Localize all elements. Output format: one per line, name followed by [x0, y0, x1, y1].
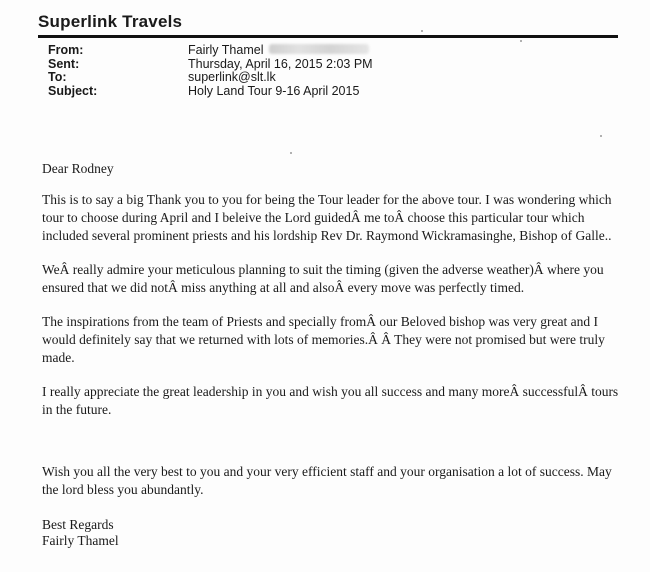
paragraph-3: The inspirations from the team of Priests and specially fromÂ our Beloved bishop was very great and I would definitely say that we returned with lots of memories.Â Â They were not promised but were truly made.: [42, 314, 605, 365]
from-row: [48, 44, 373, 58]
email-header: [48, 44, 373, 98]
scan-speck: [520, 40, 522, 42]
scan-speck: [290, 152, 292, 154]
subject-value: Holy Land Tour 9-16 April 2015: [188, 83, 360, 98]
to-label: To:: [48, 70, 67, 84]
from-value: Fairly Thamel: [188, 43, 264, 57]
subject-label: Subject:: [48, 83, 98, 98]
paragraph-4: I really appreciate the great leadership in you and wish you all success and many moreÂ successfulÂ tours in the future.: [42, 384, 619, 417]
sent-label: Sent:: [48, 56, 80, 71]
from-label: From:: [48, 43, 84, 57]
closing-wish: Wish you all the very best to you and your very efficient staff and your organisation a lot of success. May the lord bless you abundantly.: [42, 464, 612, 497]
scan-speck: [600, 135, 602, 137]
greeting: Dear Rodney: [42, 161, 114, 176]
redacted-email: [269, 44, 369, 54]
sent-value: Thursday, April 16, 2015 2:03 PM: [188, 56, 373, 71]
scan-speck: [421, 30, 423, 32]
signoff: Best Regards: [42, 517, 114, 532]
subject-row: [48, 85, 373, 99]
paragraph-1: This is to say a big Thank you to you for being the Tour leader for the above tour. I was wondering which tour to choose during April and I beleive the Lord guidedÂ me toÂ choose this particular tour which included several prominent priests and his lordship Rev Dr. Raymond Wickramasinghe, Bishop of Galle..: [42, 192, 612, 243]
sent-row: [48, 58, 373, 72]
to-value: superlink@slt.lk: [188, 70, 276, 84]
to-row: [48, 71, 373, 85]
email-body: [42, 160, 622, 549]
signature: Fairly Thamel: [42, 533, 119, 548]
company-name: Superlink Travels: [38, 12, 183, 31]
header-divider: [38, 35, 618, 38]
paragraph-2: WeÂ really admire your meticulous planning to suit the timing (given the adverse weather)Â where you ensured that we did notÂ miss anything at all and alsoÂ every move was perfectly timed.: [42, 262, 604, 295]
